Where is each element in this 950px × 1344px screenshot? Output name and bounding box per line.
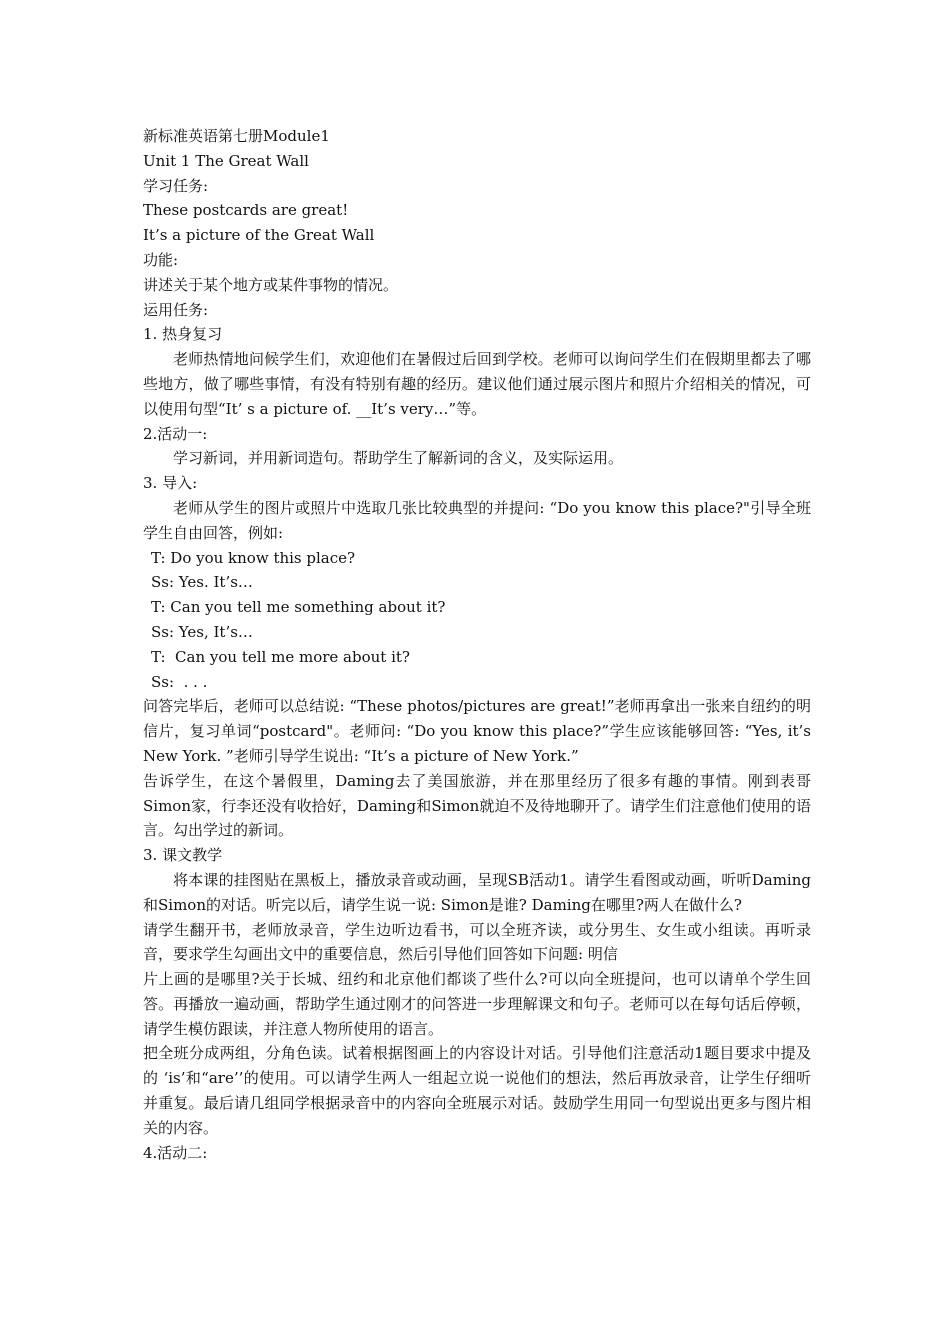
step1-paragraph: 老师热情地问候学生们，欢迎他们在暑假过后回到学校。老师可以询问学生们在假期里都去了哪些地方，做了哪些事情，有没有特别有趣的经历。建议他们通过展示图片和照片介绍相关的情况，可以使用句型“It’ s a picture of. __It’s very…”等。 <box>143 350 811 418</box>
postcard-paragraph: 片上画的是哪里?关于长城、纽约和北京他们都谈了些什么?可以向全班提问，也可以请单个学生回答。再播放一遍动画，帮助学生通过刚才的问答进一步理解课文和句子。老师可以在每句话后停顿，请学生模仿跟读，并注意人物所使用的语言。 <box>143 970 811 1038</box>
daming-paragraph: 告诉学生，在这个暑假里，Daming去了美国旅游，并在那里经历了很多有趣的事情。刚到表哥Simon家，行李还没有收拾好，Daming和Simon就迫不及待地聊开了。请学生们注意他们使用的语言。勾出学过的新词。 <box>143 771 811 840</box>
task-heading: 学习任务: <box>143 176 209 195</box>
document-body <box>143 124 811 1165</box>
dialog-line: Ss: Yes, It’s… <box>151 622 253 641</box>
document-title: 新标准英语第七册Module1 <box>143 127 330 145</box>
dialog-line: Ss: Yes. It’s… <box>151 573 253 592</box>
step5-heading: 4.活动二: <box>143 1143 208 1162</box>
open-book-paragraph: 请学生翻开书，老师放录音，学生边听边看书，可以全班齐读，或分男生、女生或小组读。再听录音，要求学生勾画出文中的重要信息，然后引导他们回答如下问题: 明信 <box>143 920 811 964</box>
dialog-line: T: Can you tell me something about it? <box>151 598 446 617</box>
step2-paragraph: 学习新词，并用新词造句。帮助学生了解新词的含义，及实际运用。 <box>173 449 624 468</box>
function-text: 讲述关于某个地方或某件事物的情况。 <box>143 275 399 294</box>
task-line-1: These postcards are great! <box>143 201 349 220</box>
step1-heading: 1. 热身复习 <box>143 325 223 344</box>
groups-paragraph: 把全班分成两组，分角色读。试着根据图画上的内容设计对话。引导他们注意活动1题目要求中提及的 ‘is’和“are’’的使用。可以请学生两人一组起立说一说他们的想法，然后再放录音，让学生仔细听并重复。最后请几组同学根据录音中的内容向全班展示对话。鼓励学生用同一句型说出更多与图片相关的内容。 <box>143 1044 811 1137</box>
unit-title: Unit 1 The Great Wall <box>143 151 309 170</box>
step3-heading: 3. 导入: <box>143 474 198 493</box>
dialog-line: T: Can you tell me more about it? <box>151 647 410 666</box>
step3-paragraph: 老师从学生的图片或照片中选取几张比较典型的并提问: “Do you know this place?"引导全班学生自由回答，例如: <box>143 498 811 542</box>
summary-paragraph: 问答完毕后，老师可以总结说: “These photos/pictures are great!”老师再拿出一张来自纽约的明信片，复习单词“postcard"。老师问: “Do you know this place?”学生应该能够回答: “Yes, it’s New York. ”老师引导学生说出: “It’s a picture of New York.” <box>143 697 811 765</box>
step2-heading: 2.活动一: <box>143 424 208 443</box>
dialog-line: T: Do you know this place? <box>151 548 356 567</box>
task-line-2: It’s a picture of the Great Wall <box>143 226 375 245</box>
step4-heading: 3. 课文教学 <box>143 846 223 865</box>
dialog-line: Ss: . . . <box>151 672 208 691</box>
function-heading: 功能: <box>143 250 179 269</box>
step4-paragraph: 将本课的挂图贴在黑板上，播放录音或动画，呈现SB活动1。请学生看图或动画，听听Daming和Simon的对话。听完以后，请学生说一说: Simon是谁? Daming在哪里?两人在做什么? <box>143 870 811 914</box>
apply-heading: 运用任务: <box>143 300 209 319</box>
